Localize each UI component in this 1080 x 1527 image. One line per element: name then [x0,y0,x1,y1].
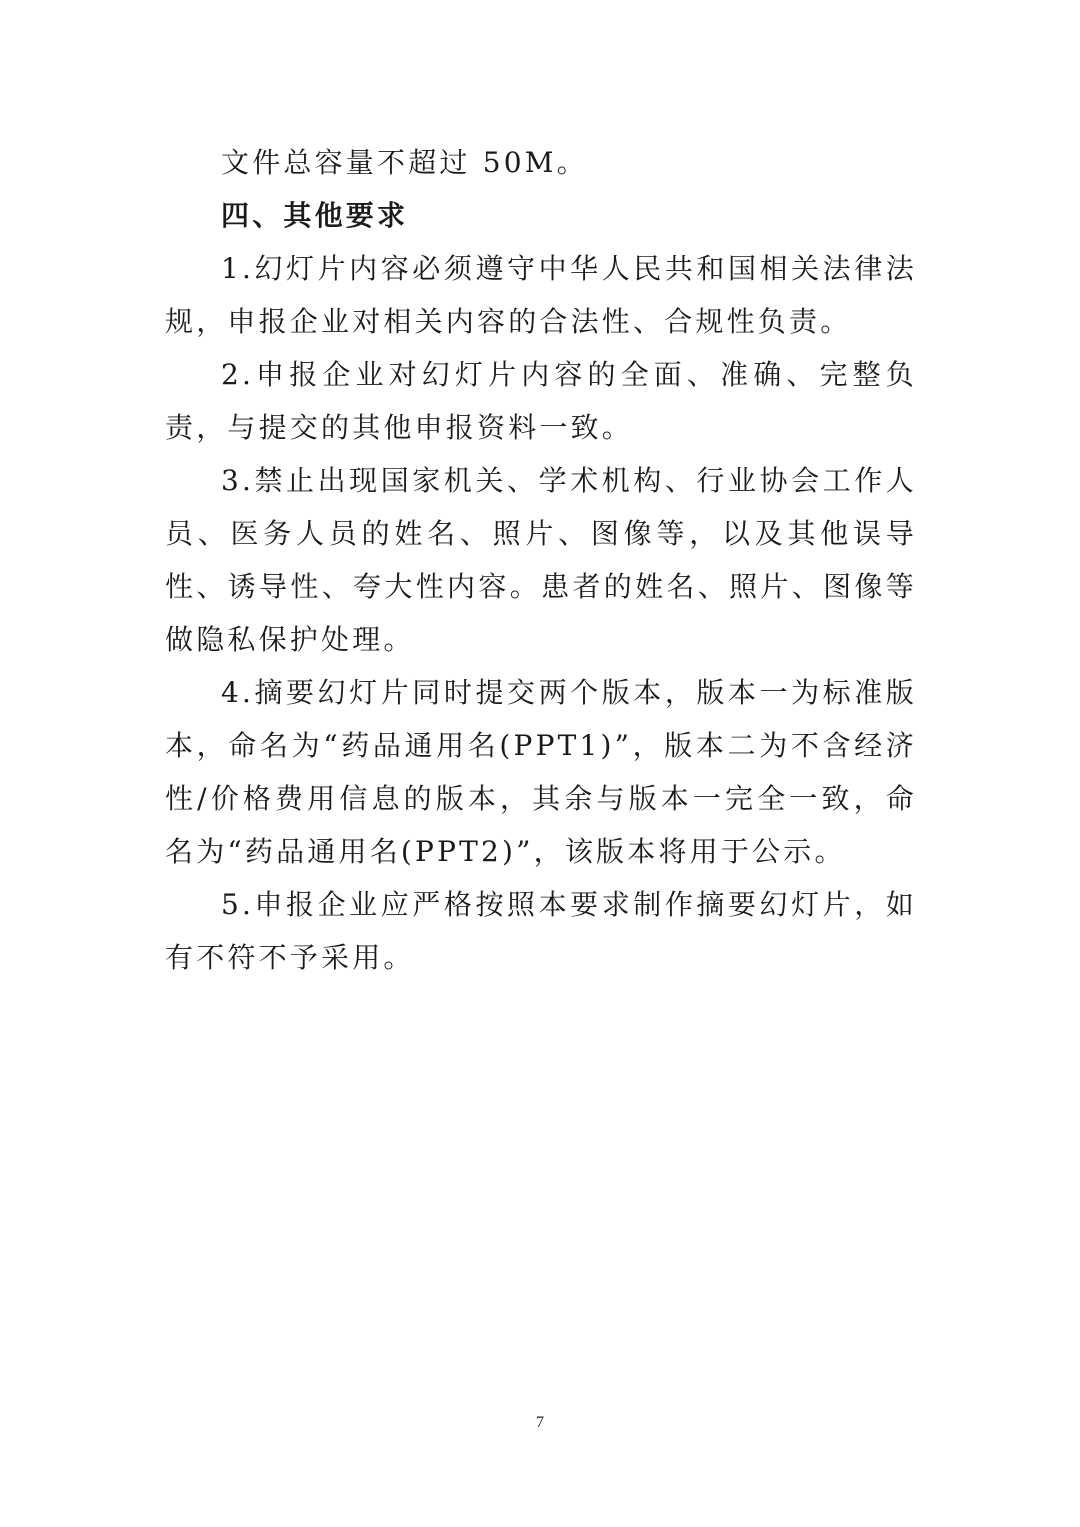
requirement-item-3: 3.禁止出现国家机关、学术机构、行业协会工作人员、医务人员的姓名、照片、图像等，以及其他误导性、诱导性、夸大性内容。患者的姓名、照片、图像等做隐私保护处理。 [165,464,917,656]
requirement-item-1: 1.幻灯片内容必须遵守中华人民共和国相关法律法规，申报企业对相关内容的合法性、合规性负责。 [165,252,917,338]
requirement-item-2: 2.申报企业对幻灯片内容的全面、准确、完整负责，与提交的其他申报资料一致。 [165,358,917,444]
requirement-item-5: 5.申报企业应严格按照本要求制作摘要幻灯片，如有不符不予采用。 [165,888,917,974]
page-number: 7 [536,1414,544,1431]
document-body [165,136,917,984]
paragraph-file-size: 文件总容量不超过 50M。 [221,146,588,179]
section-heading: 四、其他要求 [221,199,409,232]
requirement-item-4: 4.摘要幻灯片同时提交两个版本，版本一为标准版本，命名为“药品通用名(PPT1)”，版本二为不含经济性/价格费用信息的版本，其余与版本一完全一致，命名为“药品通用名(PPT2)”，该版本将用于公示。 [165,676,917,868]
